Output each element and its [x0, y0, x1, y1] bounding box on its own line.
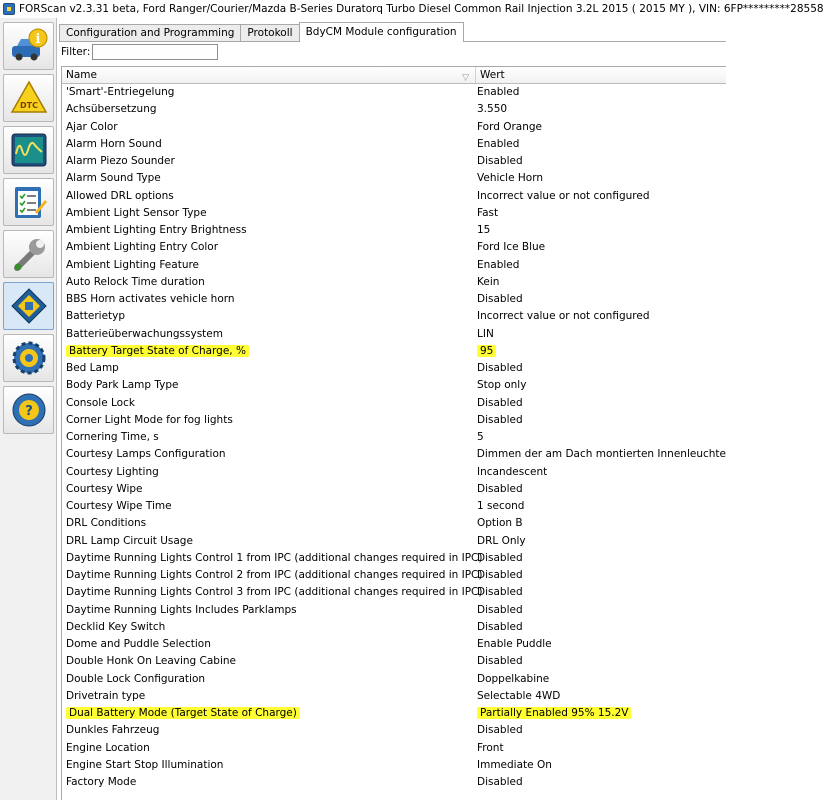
cell-name: [62, 705, 476, 722]
cell-name-text: DRL Lamp Circuit Usage: [66, 534, 193, 547]
cell-value-text: 1 second: [477, 500, 525, 512]
table-row[interactable]: [62, 705, 726, 722]
cell-name: [62, 360, 476, 377]
sidebar-button-module-config[interactable]: [3, 282, 54, 330]
column-header-value[interactable]: Wert: [480, 69, 505, 81]
cell-name-text: Double Lock Configuration: [66, 672, 206, 685]
table-row[interactable]: [62, 170, 726, 187]
cell-name: [62, 308, 476, 325]
cell-value[interactable]: [476, 722, 726, 739]
cell-name-text: Engine Start Stop Illumination: [66, 758, 224, 771]
cell-value-text: Partially Enabled 95% 15.2V: [477, 707, 631, 719]
table-row[interactable]: [62, 498, 726, 515]
cell-value[interactable]: [476, 774, 726, 791]
cell-name: [62, 498, 476, 515]
cell-value[interactable]: [476, 360, 726, 377]
cell-name-text: Alarm Sound Type: [66, 172, 161, 185]
cell-name: [62, 222, 476, 239]
cell-value[interactable]: [476, 464, 726, 481]
table-row[interactable]: [62, 671, 726, 688]
cell-value[interactable]: [476, 291, 726, 308]
table-row[interactable]: [62, 274, 726, 291]
cell-value[interactable]: [476, 533, 726, 550]
help-icon: [9, 390, 49, 430]
cell-value[interactable]: [476, 740, 726, 757]
sidebar-button-dtc[interactable]: [3, 74, 54, 122]
cell-value[interactable]: [476, 412, 726, 429]
cell-name-text: Alarm Piezo Sounder: [66, 155, 175, 167]
cell-name-text: Courtesy Lamps Configuration: [66, 448, 226, 461]
svg-text:?: ?: [24, 404, 33, 419]
table-row[interactable]: [62, 550, 726, 567]
table-row[interactable]: [62, 757, 726, 774]
cell-value-text: Fast: [477, 206, 499, 219]
table-row[interactable]: [62, 567, 726, 584]
cell-value-text: Immediate On: [477, 758, 552, 771]
sidebar-button-vehicle-info[interactable]: [3, 22, 54, 70]
forscan-app-icon: [3, 3, 15, 15]
cell-value-text: 3.550: [477, 103, 508, 116]
cell-value-text: Enabled: [477, 258, 520, 271]
svg-text:i: i: [35, 32, 40, 47]
cell-value-text: Kein: [477, 275, 500, 288]
cell-name: [62, 740, 476, 757]
cell-name: [62, 170, 476, 187]
cell-name: [62, 515, 476, 532]
cell-value-text: Ford Ice Blue: [477, 241, 546, 254]
cell-value[interactable]: [476, 170, 726, 187]
cell-name: [62, 636, 476, 653]
cell-value-text: Ford Orange: [477, 120, 543, 133]
cell-value[interactable]: [476, 429, 726, 446]
cell-value-text: Incorrect value or not configured: [477, 310, 650, 323]
table-row[interactable]: [62, 412, 726, 429]
cell-name: [62, 688, 476, 705]
cell-name-text: Ambient Lighting Entry Brightness: [66, 224, 247, 236]
window-title: FORScan v2.3.31 beta, Ford Ranger/Courier/Mazda B-Series Duratorq Turbo Diesel Common Rail Injection 3.2L 2015 ( 2015 MY ), VIN: 6FP*********28558: [19, 3, 824, 15]
cell-name-text: Factory Mode: [66, 776, 137, 788]
sidebar-button-oscilloscope[interactable]: [3, 126, 54, 174]
table-row[interactable]: [62, 740, 726, 757]
table-row[interactable]: [62, 584, 726, 601]
table-row[interactable]: [62, 257, 726, 274]
cell-value[interactable]: [476, 481, 726, 498]
cell-value-text: Dimmen der am Dach montierten Innenleuchte: [476, 448, 726, 461]
cell-name-text: Engine Location: [66, 741, 150, 754]
cell-value-text: Vehicle Horn: [477, 172, 543, 185]
cell-name-text: Double Honk On Leaving Cabine: [66, 655, 237, 668]
cell-value[interactable]: [476, 239, 726, 256]
cell-name-text: Courtesy Lighting: [66, 465, 159, 478]
svg-text:DTC: DTC: [19, 101, 38, 110]
cell-value[interactable]: [476, 619, 726, 636]
cell-name-text: Battery Target State of Charge, %: [66, 345, 249, 357]
gear-icon: [9, 338, 49, 378]
table-row[interactable]: [62, 395, 726, 412]
cell-name-text: Dual Battery Mode (Target State of Charge): [66, 707, 300, 719]
cell-name: [62, 584, 483, 601]
cell-name: [62, 153, 476, 170]
cell-value-text: 95: [477, 345, 496, 357]
config-grid: [61, 66, 726, 800]
cell-value-text: Doppelkabine: [477, 672, 550, 685]
tab-bdycm-module-configuration[interactable]: BdyCM Module configuration: [299, 22, 464, 42]
cell-name-text: Ajar Color: [66, 120, 118, 133]
sidebar-button-checklist[interactable]: [3, 178, 54, 226]
cell-value[interactable]: [476, 153, 726, 170]
cell-value[interactable]: [476, 257, 726, 274]
cell-value[interactable]: [476, 395, 726, 412]
table-row[interactable]: [62, 688, 726, 705]
table-row[interactable]: [62, 205, 726, 222]
cell-name-text: Daytime Running Lights Control 2 from IPC (additional changes required in IPC): [66, 569, 483, 581]
cell-name: [62, 550, 483, 567]
cell-value-text: Disabled: [477, 293, 523, 305]
wrench-icon: [9, 234, 49, 274]
cell-name: [62, 136, 476, 153]
cell-name-text: DRL Conditions: [66, 517, 147, 530]
table-row[interactable]: [62, 602, 726, 619]
cell-name-text: Dome and Puddle Selection: [66, 638, 211, 650]
cell-name: [62, 377, 476, 394]
cell-name-text: Daytime Running Lights Includes Parklamps: [66, 603, 297, 616]
table-row[interactable]: [62, 188, 726, 205]
cell-name: [62, 326, 476, 343]
cell-name: [62, 239, 476, 256]
cell-name: [62, 188, 476, 205]
cell-value-text: Disabled: [477, 482, 523, 495]
cell-name-text: Cornering Time, s: [66, 431, 159, 443]
cell-value-text: Disabled: [477, 655, 523, 668]
table-row[interactable]: [62, 136, 726, 153]
cell-name-text: Dunkles Fahrzeug: [66, 724, 160, 737]
table-row[interactable]: [62, 308, 726, 325]
cell-value[interactable]: [476, 188, 726, 205]
cell-name: [62, 101, 476, 118]
cell-name-text: Corner Light Mode for fog lights: [66, 413, 233, 426]
table-row[interactable]: [62, 446, 726, 463]
tab-strip: [59, 22, 463, 42]
cell-name-text: Alarm Horn Sound: [66, 137, 162, 150]
cell-value-text: Disabled: [477, 620, 523, 633]
oscilloscope-icon: [9, 130, 49, 170]
cell-name: [62, 653, 476, 670]
table-row[interactable]: [62, 515, 726, 532]
module-chip-icon: [9, 286, 49, 326]
cell-name: [62, 481, 476, 498]
cell-value[interactable]: [476, 446, 726, 463]
cell-name: [62, 395, 476, 412]
cell-value[interactable]: [476, 274, 726, 291]
table-row[interactable]: [62, 84, 726, 101]
filter-input[interactable]: [92, 44, 218, 60]
cell-value-text: Incorrect value or not configured: [477, 189, 650, 202]
cell-name-text: Ambient Light Sensor Type: [66, 206, 207, 219]
cell-name: [62, 757, 476, 774]
cell-value-text: Front: [477, 741, 504, 754]
table-row[interactable]: [62, 533, 726, 550]
car-info-icon: [9, 26, 49, 66]
cell-value-text: LIN: [477, 327, 494, 340]
cell-name: [62, 119, 476, 136]
title-bar: [0, 0, 824, 18]
cell-name-text: Batterietyp: [66, 310, 126, 323]
cell-name: [62, 291, 476, 308]
cell-value[interactable]: [476, 222, 726, 239]
cell-name-text: Daytime Running Lights Control 3 from IPC (additional changes required in IPC): [66, 586, 483, 599]
table-row[interactable]: [62, 101, 726, 118]
cell-value-text: Disabled: [477, 776, 523, 788]
cell-name: [62, 343, 476, 360]
table-row[interactable]: [62, 291, 726, 308]
cell-name-text: Batterieüberwachungssystem: [66, 327, 223, 340]
cell-name: [62, 446, 476, 463]
cell-name: [62, 205, 476, 222]
table-row[interactable]: [62, 429, 726, 446]
table-row[interactable]: [62, 636, 726, 653]
cell-name-text: Allowed DRL options: [66, 189, 174, 202]
cell-value-text: Disabled: [477, 362, 523, 374]
cell-value-text: Stop only: [477, 379, 527, 392]
cell-value[interactable]: [476, 602, 726, 619]
cell-name-text: Courtesy Wipe: [66, 482, 143, 495]
sidebar: [0, 18, 57, 800]
table-row[interactable]: [62, 119, 726, 136]
cell-value[interactable]: [476, 343, 726, 360]
cell-value-text: DRL Only: [477, 534, 526, 547]
table-row[interactable]: [62, 377, 726, 394]
cell-value[interactable]: [476, 498, 726, 515]
cell-name-text: Decklid Key Switch: [66, 620, 166, 633]
table-row[interactable]: [62, 653, 726, 670]
cell-value-text: Disabled: [477, 396, 523, 409]
cell-value[interactable]: [476, 84, 726, 101]
cell-value-text: Disabled: [477, 724, 523, 737]
table-row[interactable]: [62, 343, 726, 360]
cell-name: [62, 464, 476, 481]
cell-value[interactable]: [476, 550, 726, 567]
cell-name: [62, 412, 476, 429]
cell-value-text: Selectable 4WD: [477, 689, 561, 702]
cell-name: [62, 429, 476, 446]
cell-name: [62, 774, 476, 791]
cell-name: [62, 533, 476, 550]
cell-name-text: Daytime Running Lights Control 1 from IPC (additional changes required in IPC): [66, 551, 483, 564]
cell-value[interactable]: [476, 205, 726, 222]
cell-name-text: Auto Relock Time duration: [66, 275, 205, 288]
cell-value[interactable]: [476, 636, 726, 653]
cell-value-text: Disabled: [477, 603, 523, 616]
cell-value-text: Disabled: [477, 155, 523, 167]
table-row[interactable]: [62, 774, 726, 791]
column-header-name[interactable]: Name ▽: [62, 67, 476, 83]
cell-name-text: Body Park Lamp Type: [66, 379, 179, 392]
cell-name: [62, 619, 476, 636]
cell-name-text: Courtesy Wipe Time: [66, 500, 172, 512]
cell-value-text: Disabled: [477, 551, 523, 564]
table-row[interactable]: [62, 464, 726, 481]
filter-bar: [61, 43, 218, 61]
grid-header: [62, 67, 726, 84]
sidebar-button-settings[interactable]: [3, 334, 54, 382]
checklist-icon: [9, 182, 49, 222]
cell-name: [62, 567, 483, 584]
cell-name-text: BBS Horn activates vehicle horn: [66, 293, 235, 305]
cell-value[interactable]: [476, 308, 726, 325]
sidebar-button-help[interactable]: [3, 386, 54, 434]
cell-name-text: Drivetrain type: [66, 689, 146, 702]
cell-value-text: Option B: [477, 517, 523, 530]
cell-value-text: 5: [477, 431, 484, 443]
table-row[interactable]: [62, 722, 726, 739]
dtc-icon: [9, 78, 49, 118]
cell-name: [62, 257, 476, 274]
cell-value-text: Disabled: [477, 413, 523, 426]
cell-value[interactable]: [476, 584, 726, 601]
cell-value[interactable]: [476, 688, 726, 705]
cell-value[interactable]: [476, 705, 726, 722]
cell-value[interactable]: [476, 653, 726, 670]
table-row[interactable]: [62, 222, 726, 239]
sort-indicator-icon: ▽: [462, 73, 469, 83]
cell-value-text: Enable Puddle: [477, 638, 552, 650]
table-row[interactable]: [62, 619, 726, 636]
table-row[interactable]: [62, 239, 726, 256]
cell-value-text: Disabled: [477, 586, 523, 599]
cell-name: [62, 602, 476, 619]
cell-value-text: Disabled: [477, 569, 523, 581]
table-row[interactable]: [62, 481, 726, 498]
cell-name: [62, 84, 476, 101]
cell-value[interactable]: [476, 119, 726, 136]
cell-value[interactable]: [476, 757, 726, 774]
cell-value-text: Incandescent: [477, 465, 548, 478]
cell-value-text: Enabled: [477, 86, 520, 98]
cell-name-text: Achsübersetzung: [66, 103, 157, 116]
cell-value[interactable]: [476, 515, 726, 532]
cell-name: [62, 671, 476, 688]
cell-name: [62, 722, 476, 739]
sidebar-button-service[interactable]: [3, 230, 54, 278]
cell-value[interactable]: [476, 377, 726, 394]
cell-name-text: Bed Lamp: [66, 362, 119, 374]
cell-value[interactable]: [476, 671, 726, 688]
filter-label: Filter:: [61, 46, 91, 58]
table-row[interactable]: [62, 326, 726, 343]
tab-protokoll[interactable]: Protokoll: [240, 24, 299, 42]
cell-value-text: Enabled: [477, 137, 520, 150]
cell-value[interactable]: [476, 567, 726, 584]
grid-body: [62, 84, 726, 791]
table-row[interactable]: [62, 153, 726, 170]
cell-value[interactable]: [476, 101, 726, 118]
cell-name: [62, 274, 476, 291]
cell-name-text: 'Smart'-Entriegelung: [66, 86, 175, 98]
cell-value[interactable]: [476, 326, 726, 343]
cell-name-text: Console Lock: [66, 396, 135, 409]
cell-value[interactable]: [476, 136, 726, 153]
cell-name-text: Ambient Lighting Entry Color: [66, 241, 219, 254]
table-row[interactable]: [62, 360, 726, 377]
cell-name-text: Ambient Lighting Feature: [66, 258, 200, 271]
tab-configuration-and-programming[interactable]: Configuration and Programming: [59, 24, 241, 42]
cell-value-text: 15: [477, 224, 491, 236]
